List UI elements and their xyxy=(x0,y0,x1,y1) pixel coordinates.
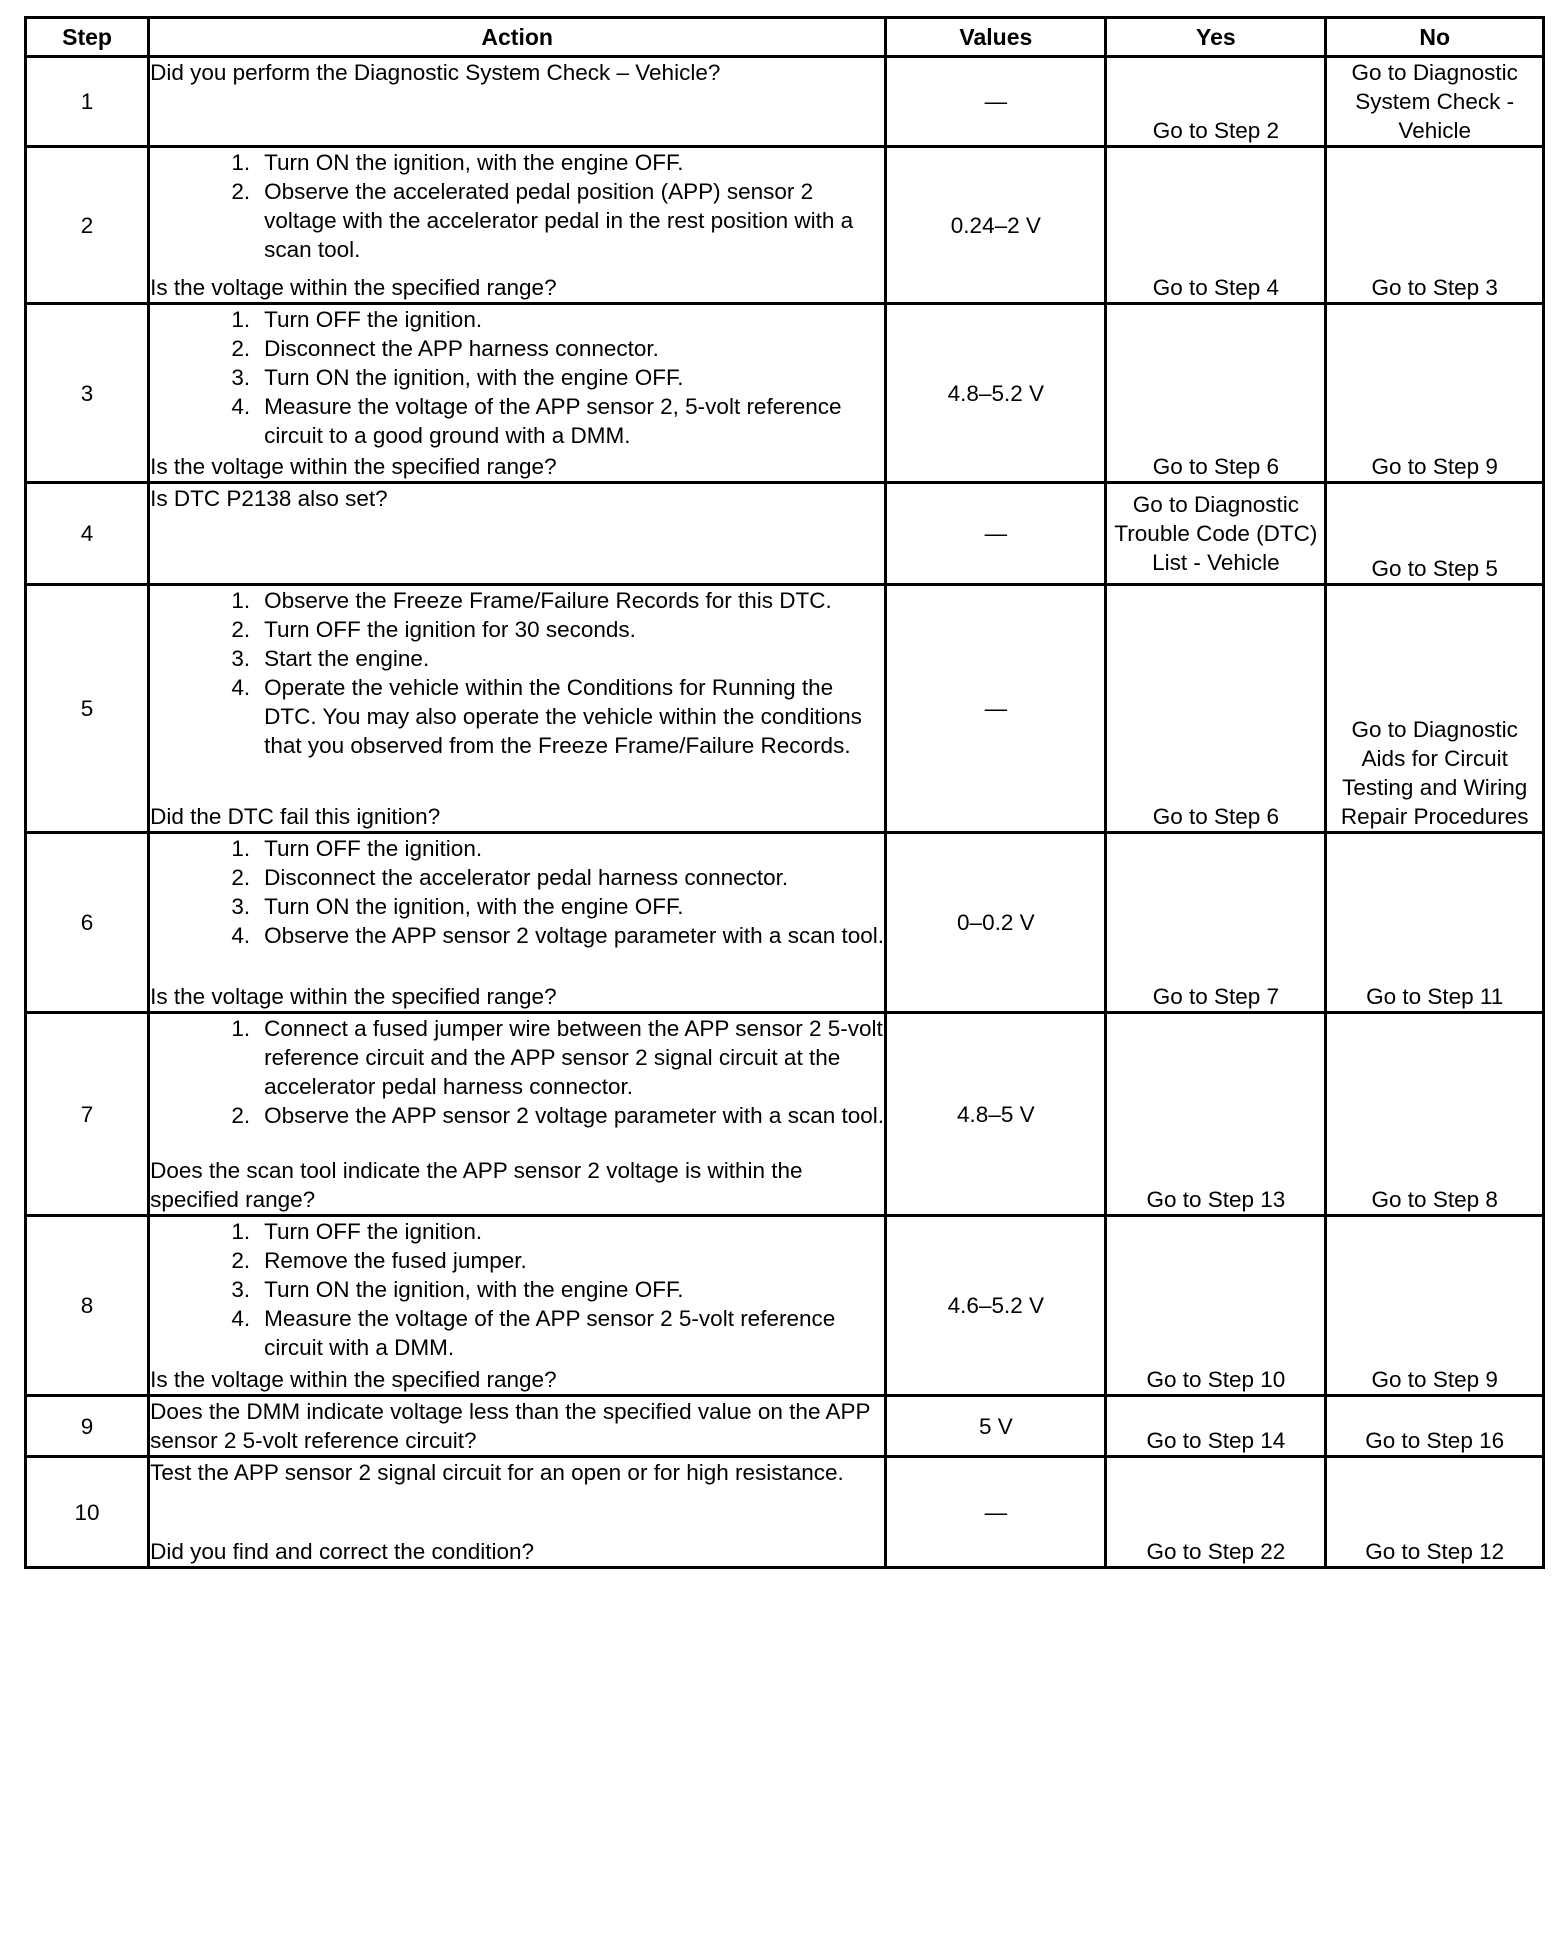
value-cell: 4.8–5 V xyxy=(886,1013,1106,1216)
list-item-text: Connect a fused jumper wire between the APP sensor 2 5-volt reference circuit and the APP sensor 2 signal circuit at the accelerator pedal harness connector. xyxy=(264,1016,883,1099)
list-item-number: 4. xyxy=(231,394,251,419)
list-item-text: Turn ON the ignition, with the engine OFF. xyxy=(264,150,684,175)
action-question: Did the DTC fail this ignition? xyxy=(150,804,441,829)
list-item xyxy=(150,644,884,673)
list-item-number: 1. xyxy=(231,307,251,332)
list-item-text: Start the engine. xyxy=(264,646,430,671)
action-cell xyxy=(149,1216,886,1396)
step-number: 10 xyxy=(26,1457,149,1568)
yes-cell: Go to Diagnostic Trouble Code (DTC) List - Vehicle xyxy=(1106,483,1326,585)
list-item-number: 1. xyxy=(231,1219,251,1244)
table-row xyxy=(26,1216,1544,1396)
list-item-number: 1. xyxy=(231,1016,251,1041)
table-row xyxy=(26,483,1544,585)
table-row xyxy=(26,1396,1544,1457)
list-item-number: 1. xyxy=(231,588,251,613)
list-item-text: Observe the APP sensor 2 voltage parameter with a scan tool. xyxy=(264,1103,885,1128)
list-item-number: 1. xyxy=(231,836,251,861)
list-item-number: 1. xyxy=(231,150,251,175)
action-cell xyxy=(149,1013,886,1216)
list-item xyxy=(150,1217,884,1246)
list-item-number: 3. xyxy=(231,646,251,671)
yes-cell: Go to Step 4 xyxy=(1106,147,1326,304)
list-item xyxy=(150,363,884,392)
action-text: Does the DMM indicate voltage less than the specified value on the APP sensor 2 5-volt reference circuit? xyxy=(150,1399,871,1453)
value-cell: 4.8–5.2 V xyxy=(886,304,1106,483)
no-cell: Go to Step 8 xyxy=(1326,1013,1544,1216)
step-number: 4 xyxy=(26,483,149,585)
list-item xyxy=(150,892,884,921)
header-no: No xyxy=(1326,18,1544,57)
list-item-number: 4. xyxy=(231,1306,251,1331)
table-row xyxy=(26,147,1544,304)
step-number: 8 xyxy=(26,1216,149,1396)
list-item xyxy=(150,1275,884,1304)
yes-cell: Go to Step 22 xyxy=(1106,1457,1326,1568)
value-cell: — xyxy=(886,483,1106,585)
action-cell xyxy=(149,833,886,1013)
step-number: 3 xyxy=(26,304,149,483)
value-cell: 0–0.2 V xyxy=(886,833,1106,1013)
list-item-number: 4. xyxy=(231,675,251,700)
list-item xyxy=(150,921,884,950)
list-item xyxy=(150,863,884,892)
no-cell: Go to Step 16 xyxy=(1326,1396,1544,1457)
list-item xyxy=(150,1014,884,1101)
step-number: 7 xyxy=(26,1013,149,1216)
list-item-text: Operate the vehicle within the Conditions for Running the DTC. You may also operate the vehicle within the conditions that you observed from the Freeze Frame/Failure Records. xyxy=(264,675,862,758)
action-cell xyxy=(149,585,886,833)
list-item-text: Turn OFF the ignition. xyxy=(264,836,483,861)
header-row xyxy=(26,18,1544,57)
list-item-text: Turn OFF the ignition for 30 seconds. xyxy=(264,617,636,642)
yes-cell: Go to Step 13 xyxy=(1106,1013,1326,1216)
yes-cell: Go to Step 6 xyxy=(1106,304,1326,483)
action-steps-list xyxy=(150,148,884,264)
value-cell: 4.6–5.2 V xyxy=(886,1216,1106,1396)
action-steps-list xyxy=(150,1217,884,1362)
list-item-text: Disconnect the accelerator pedal harness connector. xyxy=(264,865,789,890)
list-item xyxy=(150,392,884,450)
list-item xyxy=(150,834,884,863)
action-cell xyxy=(149,483,886,585)
table-row xyxy=(26,585,1544,833)
no-cell: Go to Diagnostic System Check - Vehicle xyxy=(1326,57,1544,147)
value-cell: — xyxy=(886,1457,1106,1568)
no-cell: Go to Step 5 xyxy=(1326,483,1544,585)
list-item-number: 2. xyxy=(231,1248,251,1273)
table-row xyxy=(26,1457,1544,1568)
action-question: Is the voltage within the specified range? xyxy=(150,454,557,479)
action-question: Does the scan tool indicate the APP sensor 2 voltage is within the specified range? xyxy=(150,1158,803,1212)
header-yes: Yes xyxy=(1106,18,1326,57)
list-item-text: Observe the accelerated pedal position (APP) sensor 2 voltage with the accelerator pedal in the rest position with a scan tool. xyxy=(264,179,854,262)
yes-cell: Go to Step 2 xyxy=(1106,57,1326,147)
action-cell xyxy=(149,57,886,147)
list-item xyxy=(150,305,884,334)
value-cell: — xyxy=(886,585,1106,833)
no-cell: Go to Step 3 xyxy=(1326,147,1544,304)
list-item xyxy=(150,177,884,264)
table-row xyxy=(26,833,1544,1013)
action-question: Is the voltage within the specified range? xyxy=(150,984,557,1009)
yes-cell: Go to Step 7 xyxy=(1106,833,1326,1013)
no-cell: Go to Step 9 xyxy=(1326,304,1544,483)
step-number: 2 xyxy=(26,147,149,304)
list-item-text: Turn ON the ignition, with the engine OFF. xyxy=(264,365,684,390)
list-item-number: 2. xyxy=(231,179,251,204)
action-steps-list xyxy=(150,834,884,950)
no-cell: Go to Step 12 xyxy=(1326,1457,1544,1568)
action-text: Is DTC P2138 also set? xyxy=(150,486,388,511)
no-cell: Go to Step 11 xyxy=(1326,833,1544,1013)
action-question: Did you find and correct the condition? xyxy=(150,1539,535,1564)
value-cell: 5 V xyxy=(886,1396,1106,1457)
list-item-text: Turn OFF the ignition. xyxy=(264,1219,483,1244)
action-cell xyxy=(149,1396,886,1457)
list-item xyxy=(150,1304,884,1362)
list-item-number: 2. xyxy=(231,336,251,361)
header-action: Action xyxy=(149,18,886,57)
table-row xyxy=(26,304,1544,483)
list-item-text: Observe the APP sensor 2 voltage parameter with a scan tool. xyxy=(264,923,885,948)
action-steps-list xyxy=(150,305,884,450)
list-item-number: 3. xyxy=(231,894,251,919)
yes-cell: Go to Step 14 xyxy=(1106,1396,1326,1457)
table-row xyxy=(26,57,1544,147)
diagnostic-table xyxy=(24,16,1545,1569)
action-steps-list xyxy=(150,586,884,760)
list-item-number: 3. xyxy=(231,1277,251,1302)
no-cell: Go to Step 9 xyxy=(1326,1216,1544,1396)
action-cell xyxy=(149,147,886,304)
value-cell: — xyxy=(886,57,1106,147)
list-item xyxy=(150,586,884,615)
list-item xyxy=(150,673,884,760)
action-text: Did you perform the Diagnostic System Check – Vehicle? xyxy=(150,60,721,85)
list-item-text: Measure the voltage of the APP sensor 2 5-volt reference circuit with a DMM. xyxy=(264,1306,836,1360)
table-row xyxy=(26,1013,1544,1216)
step-number: 6 xyxy=(26,833,149,1013)
list-item-text: Observe the Freeze Frame/Failure Records for this DTC. xyxy=(264,588,832,613)
list-item xyxy=(150,148,884,177)
list-item-number: 2. xyxy=(231,617,251,642)
list-item xyxy=(150,334,884,363)
action-cell xyxy=(149,304,886,483)
list-item-text: Turn ON the ignition, with the engine OFF. xyxy=(264,1277,684,1302)
list-item xyxy=(150,615,884,644)
action-question: Is the voltage within the specified range? xyxy=(150,1367,557,1392)
list-item xyxy=(150,1246,884,1275)
header-values: Values xyxy=(886,18,1106,57)
header-step: Step xyxy=(26,18,149,57)
list-item xyxy=(150,1101,884,1130)
yes-cell: Go to Step 10 xyxy=(1106,1216,1326,1396)
action-steps-list xyxy=(150,1014,884,1130)
action-question: Is the voltage within the specified range? xyxy=(150,275,557,300)
list-item-text: Measure the voltage of the APP sensor 2, 5-volt reference circuit to a good ground with a DMM. xyxy=(264,394,842,448)
list-item-number: 2. xyxy=(231,1103,251,1128)
step-number: 1 xyxy=(26,57,149,147)
list-item-number: 3. xyxy=(231,365,251,390)
action-text: Test the APP sensor 2 signal circuit for an open or for high resistance. xyxy=(150,1460,844,1485)
value-cell: 0.24–2 V xyxy=(886,147,1106,304)
list-item-text: Turn OFF the ignition. xyxy=(264,307,483,332)
step-number: 9 xyxy=(26,1396,149,1457)
step-number: 5 xyxy=(26,585,149,833)
list-item-text: Remove the fused jumper. xyxy=(264,1248,527,1273)
list-item-number: 4. xyxy=(231,923,251,948)
list-item-text: Disconnect the APP harness connector. xyxy=(264,336,659,361)
list-item-number: 2. xyxy=(231,865,251,890)
yes-cell: Go to Step 6 xyxy=(1106,585,1326,833)
no-cell: Go to Diagnostic Aids for Circuit Testing and Wiring Repair Procedures xyxy=(1326,585,1544,833)
list-item-text: Turn ON the ignition, with the engine OFF. xyxy=(264,894,684,919)
action-cell xyxy=(149,1457,886,1568)
